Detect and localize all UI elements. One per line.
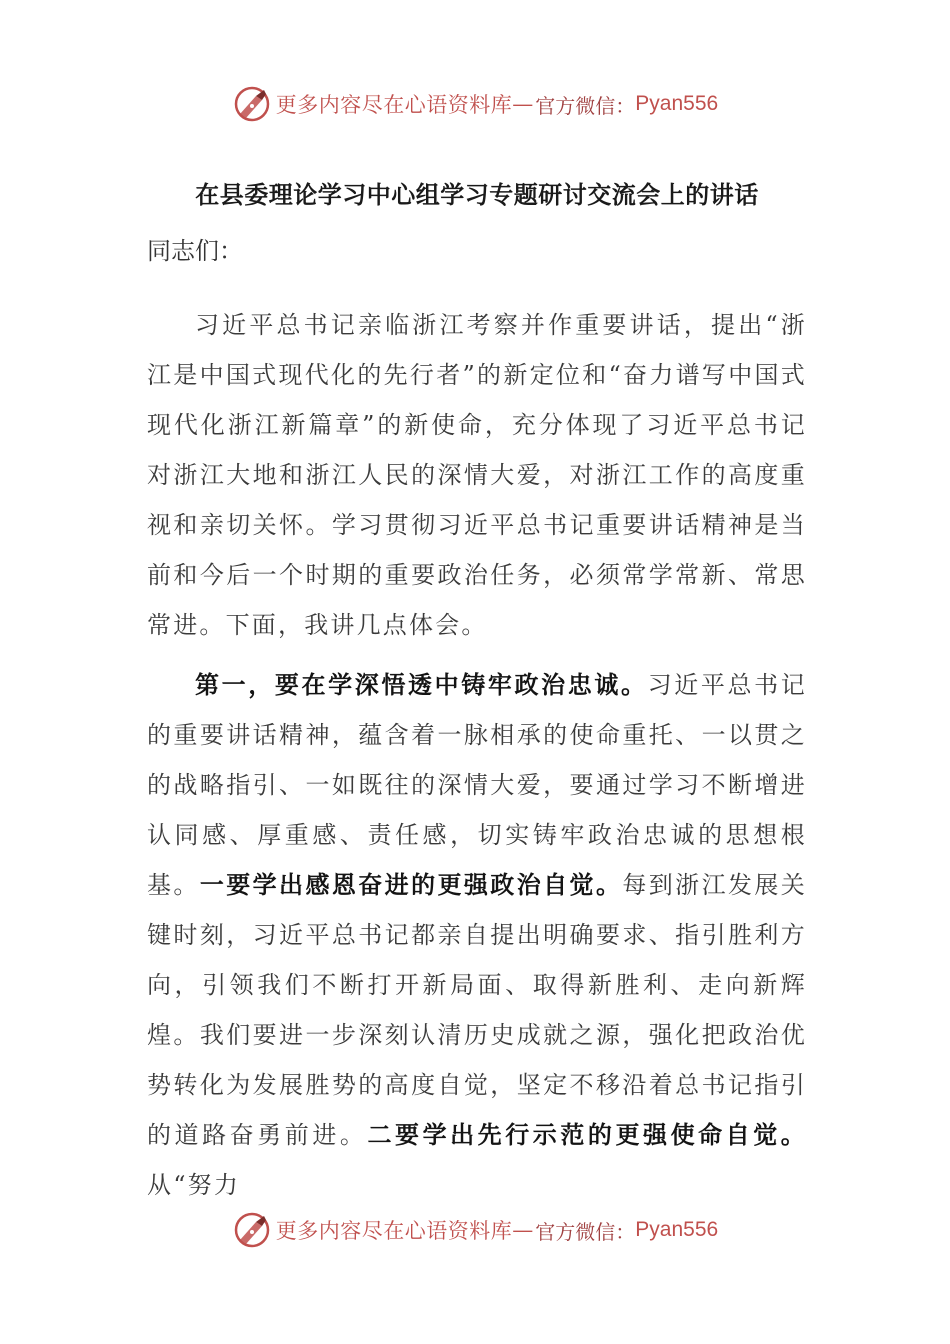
section-1-paragraph xyxy=(147,660,807,1210)
intro-paragraph: 习近平总书记亲临浙江考察并作重要讲话，提出“浙江是中国式现代化的先行者”的新定位和“奋力谱写中国式现代化浙江新篇章”的新使命，充分体现了习近平总书记对浙江大地和浙江人民的深情大爱，对浙江工作的高度重视和亲切关怀。学习贯彻习近平总书记重要讲话精神是当前和今后一个时期的重要政治任务，必须常学常新、常思常进。下面，我讲几点体会。 xyxy=(147,311,807,639)
point-1-text: 每到浙江发展关键时刻，习近平总书记都亲自提出明确要求、指引胜利方向，引领我们不断打开新局面、取得新胜利、走向新辉煌。我们要进一步深刻认清历史成就之源，强化把政治优势转化为发展胜势的高度自觉，坚定不移沿着总书记指引的道路奋勇前进。 xyxy=(147,871,808,1149)
document-body xyxy=(147,170,807,1210)
wechat-label: 官方微信： xyxy=(535,1219,636,1244)
document-title: 在县委理论学习中心组学习专题研讨交流会上的讲话 xyxy=(195,180,759,209)
pen-nib-logo-icon xyxy=(232,1210,272,1250)
point-1-heading: 一要学出感恩奋进的更强政治自觉。 xyxy=(199,870,623,899)
promo-dash: — xyxy=(512,92,534,116)
wechat-id: Pyan556 xyxy=(635,1218,719,1241)
point-2-heading: 二要学出先行示范的更强使命自觉。 xyxy=(367,1120,807,1149)
section-1-heading: 第一，要在学深悟透中铸牢政治忠诚。 xyxy=(195,670,648,699)
promo-text: 更多内容尽在心语资料库 xyxy=(275,93,513,117)
greeting: 同志们： xyxy=(147,237,243,265)
footer-banner xyxy=(0,1208,950,1252)
point-2-text: 从“努力 xyxy=(147,1171,241,1199)
section-1-text: 习近平总书记的重要讲话精神，蕴含着一脉相承的使命重托、一以贯之的战略指引、一如既往的深情大爱，要通过学习不断增进认同感、厚重感、责任感，切实铸牢政治忠诚的思想根基。 xyxy=(147,671,807,899)
header-banner xyxy=(0,82,950,126)
wechat-id: Pyan556 xyxy=(635,92,719,115)
promo-dash: — xyxy=(512,1218,534,1242)
wechat-label: 官方微信： xyxy=(535,93,636,118)
promo-text: 更多内容尽在心语资料库 xyxy=(275,1219,513,1243)
pen-nib-logo-icon xyxy=(232,84,272,124)
